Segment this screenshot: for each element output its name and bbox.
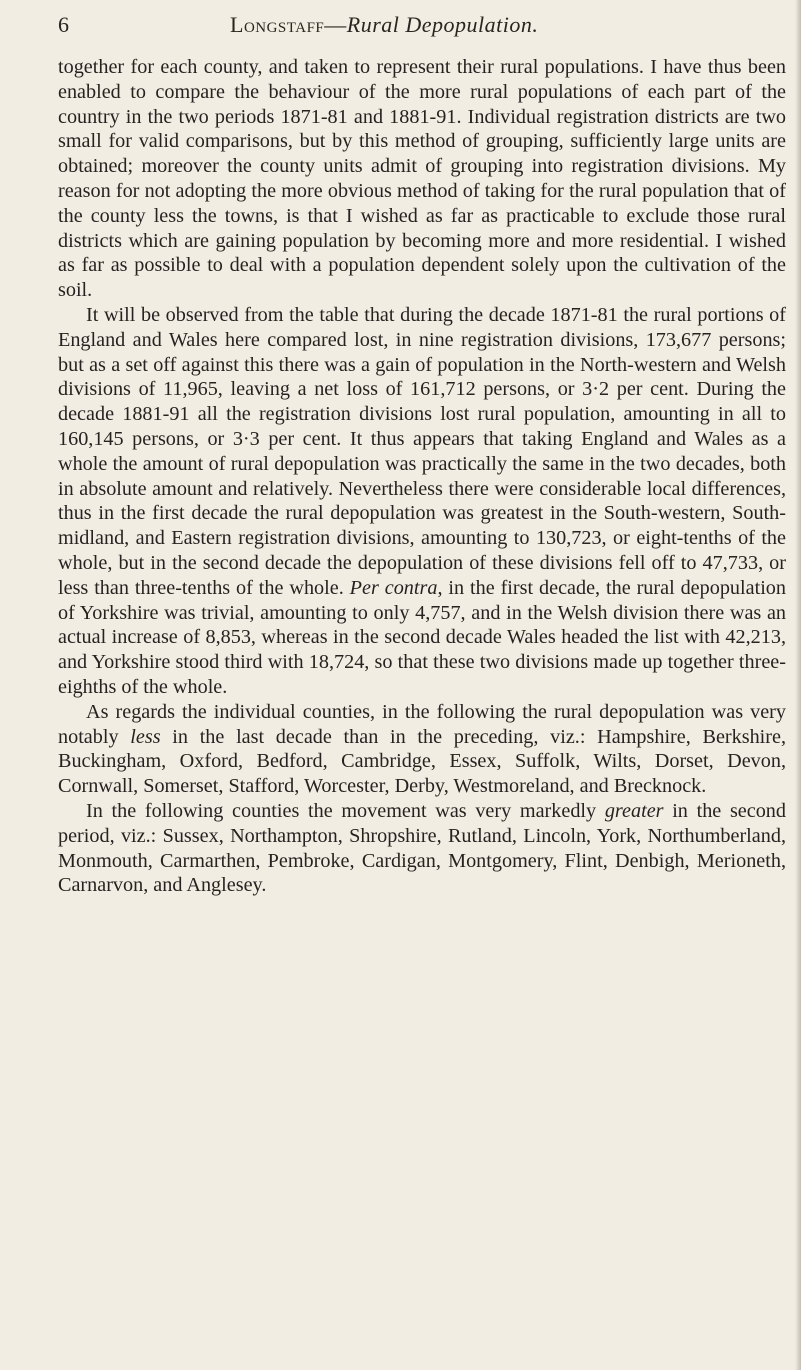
paragraph-4-end: in the second period, viz.: Sussex, Northampton, Shropshire, Rutland, Lincoln, York, Northumberland, Monmouth, Carmarthen, Pembroke, Cardigan, Montgomery, Flint, Denbigh, Merioneth, Carnarvon, and Anglesey. (58, 799, 786, 897)
page-number: 6 (58, 12, 69, 37)
title-separator: — (324, 12, 347, 37)
running-header (58, 8, 798, 44)
paragraph-2 (58, 303, 786, 700)
running-title (230, 12, 538, 38)
author-name: Longstaff (230, 12, 325, 37)
paragraph-4-emphasis: greater (604, 799, 664, 822)
article-topic: Rural Depopulation. (346, 12, 539, 37)
paragraph-2-tail: , in the first decade, the rural depopulation of Yorkshire was trivial, amounting to only 4,757, and in the Welsh division there was an actual increase of 8,853, whereas in the second decade Wales headed the list with 42,213, and Yorkshire stood third with 18,724, so that these two divisions made up together three-eighths of the whole. (58, 576, 786, 698)
paragraph-4 (58, 799, 786, 898)
paragraph-3-start: As regards the individual counties, in the following the rural depopulation was very notably (58, 700, 786, 748)
paragraph-2-emphasis: Per contra (349, 576, 438, 599)
paragraph-2-main: It will be observed from the table that during the decade 1871-81 the rural portions of England and Wales here compared lost, in nine registration divisions, 173,677 persons; but as a set off against this there was a gain of population in the North-western and Welsh divisions of 11,965, leaving a net loss of 161,712 persons, or 3·2 per cent. During the decade 1881-91 all the registration divisions lost rural population, amounting in all to 160,145 persons, or 3·3 per cent. It thus appears that taking England and Wales as a whole the amount of rural depopulation was practically the same in the two decades, both in absolute amount and relatively. Nevertheless there were considerable local differences, thus in the first decade the rural depopulation was greatest in the South-western, South-midland, and Eastern registration divisions, amounting to 130,723, or eight-tenths of the whole, but in the second decade the depopulation of these divisions fell off to 47,733, or less than three-tenths of the whole. (58, 303, 786, 599)
paragraph-3 (58, 700, 786, 799)
paragraph-3-emphasis: less (130, 725, 161, 748)
paragraph-4-start: In the following counties the movement was very markedly (86, 799, 597, 822)
paragraph-1: together for each county, and taken to represent their rural populations. I have thus been enabled to compare the behaviour of the more rural populations of each part of the country in the two periods 1871-81 and 1881-91. Individual registration districts are two small for valid comparisons, but by this method of grouping, sufficiently large units are obtained; moreover the county units admit of grouping into registration divisions. My reason for not adopting the more obvious method of taking for the rural population that of the county less the towns, is that I wished as far as practicable to exclude those rural districts which are gaining population by becoming more and more residential. I wished as far as possible to deal with a population dependent solely upon the cultivation of the soil. (58, 56, 786, 302)
body-text (58, 55, 786, 898)
page-edge-shadow (795, 0, 801, 1370)
paragraph-3-end: in the last decade than in the preceding, viz.: Hampshire, Berkshire, Buckingham, Oxford, Bedford, Cambridge, Essex, Suffolk, Wilts, Dorset, Devon, Cornwall, Somerset, Stafford, Worcester, Derby, Westmoreland, and Brecknock. (58, 725, 787, 798)
